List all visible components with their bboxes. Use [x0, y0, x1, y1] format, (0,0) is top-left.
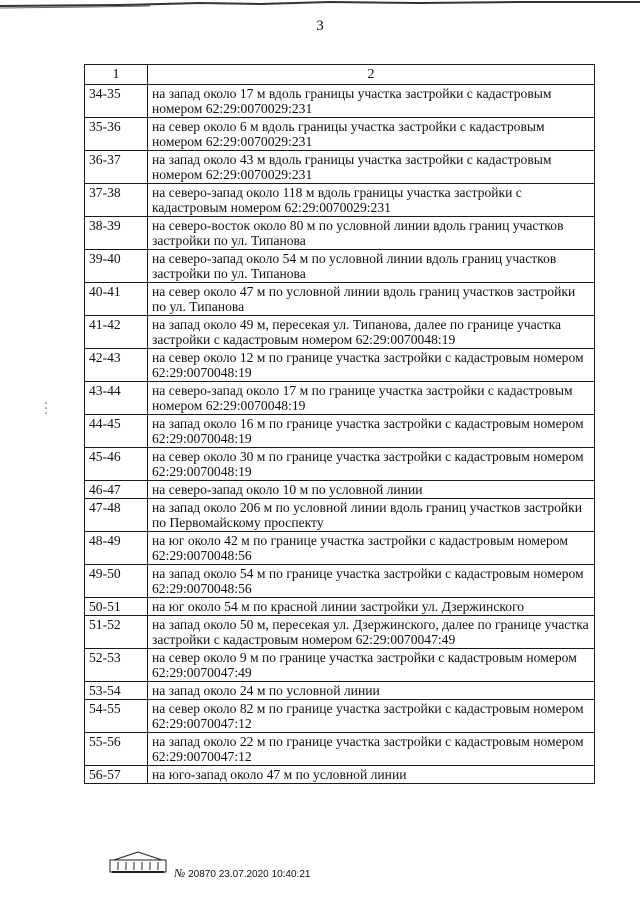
segment-cell: 52-53 — [85, 649, 148, 682]
segment-cell: 54-55 — [85, 700, 148, 733]
table-row — [85, 316, 595, 349]
segment-cell: 48-49 — [85, 532, 148, 565]
table-header-row — [85, 65, 595, 85]
segment-cell: 39-40 — [85, 250, 148, 283]
description-cell: на север около 30 м по границе участка застройки с кадастровым номером 62:29:0070048:19 — [148, 448, 595, 481]
description-cell: на запад около 43 м вдоль границы участка застройки с кадастровым номером 62:29:0070029:231 — [148, 151, 595, 184]
segment-cell: 34-35 — [85, 85, 148, 118]
segment-cell: 53-54 — [85, 682, 148, 700]
description-cell: на север около 12 м по границе участка застройки с кадастровым номером 62:29:0070048:19 — [148, 349, 595, 382]
description-cell: на север около 47 м по условной линии вдоль границ участков застройки по ул. Типанова — [148, 283, 595, 316]
description-cell: на запад около 16 м по границе участка застройки с кадастровым номером 62:29:0070048:19 — [148, 415, 595, 448]
segment-cell: 51-52 — [85, 616, 148, 649]
table-row — [85, 766, 595, 784]
table-body — [85, 85, 595, 784]
description-cell: на запад около 24 м по условной линии — [148, 682, 595, 700]
document-footer — [108, 848, 528, 878]
table-row — [85, 283, 595, 316]
table-row — [85, 151, 595, 184]
description-cell: на север около 82 м по границе участка застройки с кадастровым номером 62:29:0070047:12 — [148, 700, 595, 733]
segment-cell: 38-39 — [85, 217, 148, 250]
description-cell: на запад около 54 м по границе участка застройки с кадастровым номером 62:29:0070048:56 — [148, 565, 595, 598]
segment-cell: 35-36 — [85, 118, 148, 151]
description-cell: на юг около 42 м по границе участка застройки с кадастровым номером 62:29:0070048:56 — [148, 532, 595, 565]
boundary-description-table — [84, 64, 595, 784]
column-header-segment: 1 — [85, 65, 148, 85]
segment-cell: 44-45 — [85, 415, 148, 448]
segment-cell: 56-57 — [85, 766, 148, 784]
margin-scan-mark — [44, 400, 48, 416]
registration-seal-icon — [108, 848, 168, 874]
table-row — [85, 349, 595, 382]
segment-cell: 49-50 — [85, 565, 148, 598]
table-row — [85, 85, 595, 118]
segment-cell: 40-41 — [85, 283, 148, 316]
description-cell: на юг около 54 м по красной линии застройки ул. Дзержинского — [148, 598, 595, 616]
segment-cell: 50-51 — [85, 598, 148, 616]
page-number: 3 — [316, 18, 324, 34]
registration-stamp — [174, 866, 310, 881]
table-row — [85, 415, 595, 448]
segment-cell: 55-56 — [85, 733, 148, 766]
description-cell: на север около 6 м вдоль границы участка застройки с кадастровым номером 62:29:0070029:231 — [148, 118, 595, 151]
table-row — [85, 250, 595, 283]
table-row — [85, 499, 595, 532]
description-cell: на запад около 206 м по условной линии вдоль границ участков застройки по Первомайскому проспекту — [148, 499, 595, 532]
doc-number-symbol: № — [174, 866, 186, 880]
segment-cell: 41-42 — [85, 316, 148, 349]
segment-cell: 37-38 — [85, 184, 148, 217]
description-cell: на юго-запад около 47 м по условной линии — [148, 766, 595, 784]
table-row — [85, 382, 595, 415]
description-cell: на запад около 22 м по границе участка застройки с кадастровым номером 62:29:0070047:12 — [148, 733, 595, 766]
registration-number-datetime: 20870 23.07.2020 10:40:21 — [188, 869, 311, 880]
table-row — [85, 649, 595, 682]
description-cell: на запад около 50 м, пересекая ул. Дзержинского, далее по границе участка застройки с кадастровым номером 62:29:0070047:49 — [148, 616, 595, 649]
table-row — [85, 184, 595, 217]
table-row — [85, 481, 595, 499]
table-row — [85, 682, 595, 700]
description-cell: на северо-запад около 118 м вдоль границы участка застройки с кадастровым номером 62:29:0070029:231 — [148, 184, 595, 217]
table-row — [85, 616, 595, 649]
segment-cell: 43-44 — [85, 382, 148, 415]
top-edge-scan-artifact — [0, 0, 640, 10]
table-row — [85, 598, 595, 616]
segment-cell: 46-47 — [85, 481, 148, 499]
description-cell: на запад около 17 м вдоль границы участка застройки с кадастровым номером 62:29:0070029:231 — [148, 85, 595, 118]
table-row — [85, 532, 595, 565]
table-row — [85, 700, 595, 733]
segment-cell: 36-37 — [85, 151, 148, 184]
description-cell: на север около 9 м по границе участка застройки с кадастровым номером 62:29:0070047:49 — [148, 649, 595, 682]
table-row — [85, 118, 595, 151]
table-row — [85, 565, 595, 598]
table-row — [85, 733, 595, 766]
description-cell: на северо-запад около 10 м по условной линии — [148, 481, 595, 499]
segment-cell: 42-43 — [85, 349, 148, 382]
description-cell: на северо-запад около 17 м по границе участка застройки с кадастровым номером 62:29:0070048:19 — [148, 382, 595, 415]
description-cell: на северо-восток около 80 м по условной линии вдоль границ участков застройки по ул. Типанова — [148, 217, 595, 250]
segment-cell: 45-46 — [85, 448, 148, 481]
description-cell: на северо-запад около 54 м по условной линии вдоль границ участков застройки по ул. Типанова — [148, 250, 595, 283]
segment-cell: 47-48 — [85, 499, 148, 532]
description-cell: на запад около 49 м, пересекая ул. Типанова, далее по границе участка застройки с кадастровым номером 62:29:0070048:19 — [148, 316, 595, 349]
table-row — [85, 448, 595, 481]
column-header-description: 2 — [148, 65, 595, 85]
table-row — [85, 217, 595, 250]
